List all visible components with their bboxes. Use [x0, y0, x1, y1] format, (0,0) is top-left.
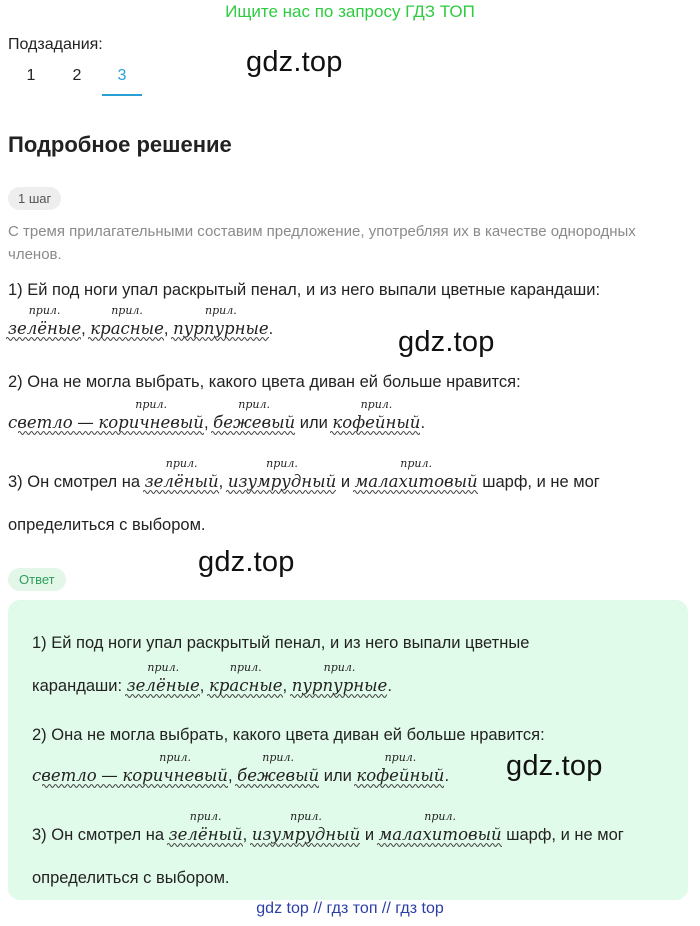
adjective: зелёные прил. — [127, 676, 200, 695]
answer-sentence-1-adjectives: карандаши: зелёные прил. , красные прил. , пурпурные прил. . — [32, 676, 392, 696]
subtasks-label: Подзадания: — [8, 36, 103, 53]
wavy-underline — [211, 430, 295, 436]
answer-sentence-2-text: 2) Она не могла выбрать, какого цвета диван ей больше нравится: — [32, 726, 545, 744]
wavy-underline — [18, 430, 204, 436]
answer-sentence-1-text: 1) Ей под ноги упал раскрытый пенал, и из него выпали цветные — [32, 634, 530, 652]
adjective: кофейный прил. — [332, 413, 420, 432]
sentence-1-text: 1) Ей под ноги упал раскрытый пенал, и из него выпали цветные карандаши: — [8, 281, 601, 299]
adjective: пурпурные прил. — [292, 676, 388, 695]
adjective: изумрудный прил. — [228, 472, 336, 491]
step-badge: 1 шаг — [8, 187, 61, 210]
watermark: gdz.top — [246, 46, 343, 78]
wavy-underline — [167, 842, 243, 848]
adjective: пурпурные прил. — [173, 319, 269, 338]
subtask-tab-1[interactable]: 1 — [26, 67, 36, 84]
wavy-underline — [171, 336, 269, 342]
watermark: gdz.top — [198, 546, 295, 578]
wavy-underline — [353, 489, 478, 495]
wavy-underline — [207, 693, 283, 699]
adjective: коричневый прил. — [122, 766, 228, 785]
search-banner: Ищите нас по запросу ГДЗ ТОП — [225, 2, 475, 21]
solution-title: Подробное решение — [8, 132, 232, 157]
answer-sentence-2-adjectives: светло — коричневый прил. , бежевый прил. или кофейный прил. . — [32, 766, 449, 786]
adjective: малахитовый прил. — [355, 472, 478, 491]
wavy-underline — [226, 489, 336, 495]
sentence-2-text: 2) Она не могла выбрать, какого цвета диван ей больше нравится: — [8, 373, 521, 391]
wavy-underline — [143, 489, 219, 495]
answer-sentence-3-continuation: определиться с выбором. — [32, 869, 230, 887]
watermark: gdz.top — [398, 326, 495, 358]
wavy-underline — [354, 783, 444, 789]
watermark: gdz.top — [506, 750, 603, 782]
adjective: красные прил. — [90, 319, 164, 338]
wavy-underline — [88, 336, 164, 342]
answer-sentence-3-text: 3) Он смотрел на зелёный прил. , изумрудный прил. и малахитовый прил. шарф, и не мог — [32, 825, 624, 845]
adjective: изумрудный прил. — [252, 825, 360, 844]
wavy-underline — [250, 842, 360, 848]
wavy-underline — [125, 693, 200, 699]
wavy-underline — [235, 783, 319, 789]
adjective: зелёный прил. — [169, 825, 243, 844]
adjective: зелёный прил. — [145, 472, 219, 491]
wavy-underline — [6, 336, 81, 342]
adjective: коричневый прил. — [98, 413, 204, 432]
adjective: красные прил. — [209, 676, 283, 695]
subtask-tab-2[interactable]: 2 — [72, 67, 82, 84]
subtask-tab-3[interactable]: 3 — [102, 60, 142, 96]
solution-intro: С тремя прилагательными составим предложение, употребляя их в качестве однородных членов. — [8, 223, 636, 263]
adjective: зелёные прил. — [8, 319, 81, 338]
wavy-underline — [290, 693, 388, 699]
sentence-2-adjectives: светло — коричневый прил. , бежевый прил. или кофейный прил. . — [8, 413, 425, 433]
answer-badge: Ответ — [8, 568, 66, 591]
sentence-1-adjectives: зелёные прил. , красные прил. , пурпурные прил. . — [8, 319, 273, 339]
sentence-3-text: 3) Он смотрел на зелёный прил. , изумрудный прил. и малахитовый прил. шарф, и не мог — [8, 472, 600, 492]
wavy-underline — [330, 430, 420, 436]
wavy-underline — [377, 842, 502, 848]
adjective: бежевый прил. — [213, 413, 295, 432]
wavy-underline — [42, 783, 228, 789]
subtask-tabs — [8, 60, 142, 96]
adjective: бежевый прил. — [237, 766, 319, 785]
footer-links: gdz top // гдз топ // гдз top — [256, 900, 444, 917]
adjective: кофейный прил. — [356, 766, 444, 785]
sentence-3-continuation: определиться с выбором. — [8, 516, 206, 534]
adjective: малахитовый прил. — [379, 825, 502, 844]
